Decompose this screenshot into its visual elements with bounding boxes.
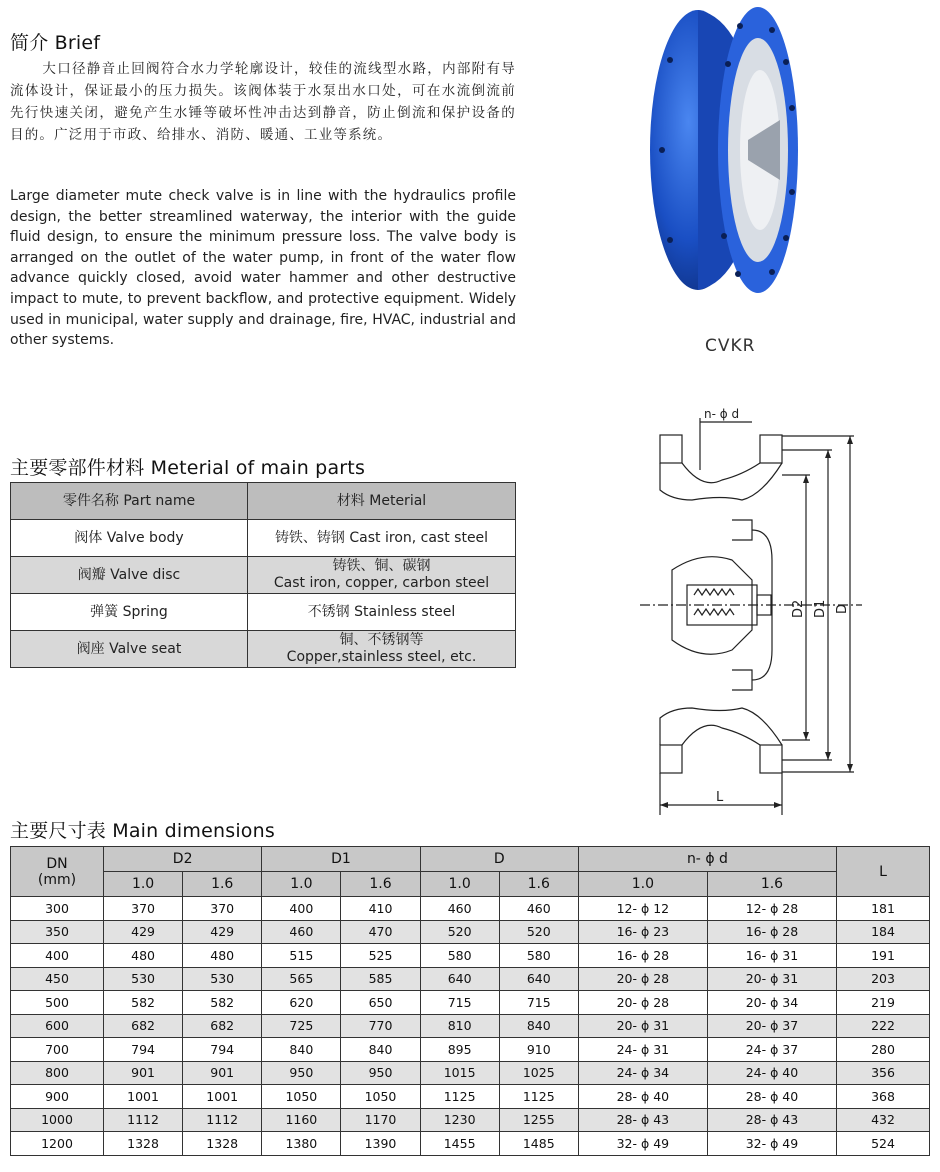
pressure-header: 1.6: [183, 872, 262, 897]
table-cell: 429: [104, 920, 183, 944]
dimensions-heading: 主要尺寸表 Main dimensions: [10, 820, 275, 842]
table-cell: 901: [183, 1061, 262, 1085]
d2-group-header: D2: [104, 847, 262, 872]
table-cell: 280: [837, 1038, 930, 1062]
table-row: [11, 1085, 930, 1109]
table-cell: 582: [104, 991, 183, 1015]
dimensions-body: [11, 897, 930, 1156]
table-cell: 24- ϕ 40: [707, 1061, 836, 1085]
table-cell: 620: [262, 991, 341, 1015]
table-cell: 725: [262, 1014, 341, 1038]
table-cell: 682: [183, 1014, 262, 1038]
dn-header: DN (mm): [11, 847, 104, 897]
table-cell: 600: [11, 1014, 104, 1038]
table-cell: 1000: [11, 1108, 104, 1132]
table-cell: 300: [11, 897, 104, 921]
table-cell: 32- ϕ 49: [578, 1132, 707, 1156]
table-cell: 432: [837, 1108, 930, 1132]
parts-heading: 主要零部件材料 Meterial of main parts: [10, 457, 366, 479]
table-cell: 1200: [11, 1132, 104, 1156]
table-cell: 910: [499, 1038, 578, 1062]
valve-section-drawing: [632, 400, 870, 820]
table-cell: 515: [262, 944, 341, 968]
table-cell: 460: [420, 897, 499, 921]
table-cell: 520: [499, 920, 578, 944]
pressure-header: 1.6: [707, 872, 836, 897]
table-cell: 181: [837, 897, 930, 921]
table-cell: 901: [104, 1061, 183, 1085]
table-cell: 1015: [420, 1061, 499, 1085]
table-cell: 12- ϕ 28: [707, 897, 836, 921]
pressure-header: 1.0: [104, 872, 183, 897]
table-cell: 20- ϕ 28: [578, 967, 707, 991]
table-cell: 770: [341, 1014, 420, 1038]
table-cell: 450: [11, 967, 104, 991]
table-row: [11, 1038, 930, 1062]
model-label: CVKR: [705, 336, 756, 356]
table-cell: 460: [262, 920, 341, 944]
part-material: 铜、不锈钢等 Copper,stainless steel, etc.: [248, 631, 516, 668]
nd-group-header: n- ϕ d: [578, 847, 836, 872]
table-cell: 370: [104, 897, 183, 921]
table-cell: 582: [183, 991, 262, 1015]
table-cell: 32- ϕ 49: [707, 1132, 836, 1156]
table-cell: 840: [499, 1014, 578, 1038]
table-cell: 895: [420, 1038, 499, 1062]
d-group-header: D: [420, 847, 578, 872]
table-cell: 16- ϕ 23: [578, 920, 707, 944]
pressure-header: 1.6: [499, 872, 578, 897]
table-cell: 16- ϕ 28: [707, 920, 836, 944]
pressure-header: 1.0: [262, 872, 341, 897]
brief-heading: 简介 Brief: [10, 32, 101, 54]
table-cell: 16- ϕ 31: [707, 944, 836, 968]
material-header: 材料 Meterial: [248, 483, 516, 520]
table-cell: 950: [341, 1061, 420, 1085]
pressure-header: 1.0: [420, 872, 499, 897]
table-cell: 580: [499, 944, 578, 968]
table-cell: 1455: [420, 1132, 499, 1156]
table-row: [11, 967, 930, 991]
table-cell: 565: [262, 967, 341, 991]
part-name-header: 零件名称 Part name: [11, 483, 248, 520]
table-cell: 1485: [499, 1132, 578, 1156]
table-cell: 24- ϕ 34: [578, 1061, 707, 1085]
table-cell: 429: [183, 920, 262, 944]
table-cell: 700: [11, 1038, 104, 1062]
table-cell: 1050: [341, 1085, 420, 1109]
dimensions-pressure-header-row: [11, 872, 930, 897]
table-cell: 28- ϕ 43: [707, 1108, 836, 1132]
table-cell: 370: [183, 897, 262, 921]
table-cell: 530: [183, 967, 262, 991]
table-cell: 794: [104, 1038, 183, 1062]
table-cell: 580: [420, 944, 499, 968]
valve-product-photo: [640, 0, 800, 305]
d1-group-header: D1: [262, 847, 420, 872]
table-cell: 585: [341, 967, 420, 991]
table-cell: 530: [104, 967, 183, 991]
brief-english-text: Large diameter mute check valve is in line with the hydraulics profile design, the better streamlined waterway, the interior with the guide fluid design, to ensure the minimum pressure loss. The valve body is arranged on the outlet of the water pump, in front of the water flow advance quickly closed, avoid water hammer and other destructive impact to mute, to prevent backflow, and protective equipment. Widely used in municipal, water supply and drainage, fire, HVAC, industrial and other systems.: [10, 188, 516, 349]
part-material: 不锈钢 Stainless steel: [248, 594, 516, 631]
table-cell: 794: [183, 1038, 262, 1062]
table-cell: 1390: [341, 1132, 420, 1156]
table-cell: 715: [499, 991, 578, 1015]
table-cell: 1255: [499, 1108, 578, 1132]
table-cell: 222: [837, 1014, 930, 1038]
dimensions-table: [10, 846, 930, 1156]
table-row: [11, 1014, 930, 1038]
parts-row: [11, 594, 516, 631]
table-cell: 840: [341, 1038, 420, 1062]
table-cell: 12- ϕ 12: [578, 897, 707, 921]
part-name: 弹簧 Spring: [11, 594, 248, 631]
table-cell: 20- ϕ 31: [707, 967, 836, 991]
parts-row: [11, 520, 516, 557]
part-material: 铸铁、铸钢 Cast iron, cast steel: [248, 520, 516, 557]
table-cell: 24- ϕ 37: [707, 1038, 836, 1062]
table-cell: 800: [11, 1061, 104, 1085]
table-cell: 1001: [183, 1085, 262, 1109]
table-cell: 810: [420, 1014, 499, 1038]
table-row: [11, 897, 930, 921]
table-cell: 480: [104, 944, 183, 968]
l-header: L: [837, 847, 930, 897]
table-cell: 650: [341, 991, 420, 1015]
parts-header-row: [11, 483, 516, 520]
table-row: [11, 1132, 930, 1156]
table-cell: 640: [499, 967, 578, 991]
table-cell: 203: [837, 967, 930, 991]
table-cell: 840: [262, 1038, 341, 1062]
table-cell: 715: [420, 991, 499, 1015]
parts-row: [11, 557, 516, 594]
part-name: 阀体 Valve body: [11, 520, 248, 557]
table-cell: 20- ϕ 28: [578, 991, 707, 1015]
table-cell: 1112: [183, 1108, 262, 1132]
table-cell: 28- ϕ 40: [707, 1085, 836, 1109]
table-row: [11, 1108, 930, 1132]
table-cell: 410: [341, 897, 420, 921]
table-cell: 20- ϕ 31: [578, 1014, 707, 1038]
brief-chinese-text: 大口径静音止回阀符合水力学轮廓设计，较佳的流线型水路，内部附有导流体设计，保证最小的压力损失。该阀体装于水泵出水口处，可在水流倒流前先行快速关闭，避免产生水锤等破坏性冲击达到静音，防止倒流和保护设备的目的。广泛用于市政、给排水、消防、暖通、工业等系统。: [10, 61, 516, 143]
d2-label: D2: [791, 599, 806, 618]
table-cell: 1380: [262, 1132, 341, 1156]
table-cell: 1328: [104, 1132, 183, 1156]
table-cell: 1112: [104, 1108, 183, 1132]
table-cell: 356: [837, 1061, 930, 1085]
table-cell: 900: [11, 1085, 104, 1109]
table-cell: 520: [420, 920, 499, 944]
table-cell: 219: [837, 991, 930, 1015]
parts-row: [11, 631, 516, 668]
table-cell: 470: [341, 920, 420, 944]
table-cell: 28- ϕ 43: [578, 1108, 707, 1132]
table-cell: 1050: [262, 1085, 341, 1109]
dimensions-group-header-row: [11, 847, 930, 872]
part-name: 阀座 Valve seat: [11, 631, 248, 668]
table-cell: 525: [341, 944, 420, 968]
n-d-label: n- ϕ d: [704, 407, 740, 421]
table-row: [11, 1061, 930, 1085]
table-cell: 1170: [341, 1108, 420, 1132]
table-cell: 20- ϕ 34: [707, 991, 836, 1015]
table-cell: 20- ϕ 37: [707, 1014, 836, 1038]
table-cell: 500: [11, 991, 104, 1015]
part-material: 铸铁、铜、碳钢 Cast iron, copper, carbon steel: [248, 557, 516, 594]
parts-table: [10, 482, 516, 668]
table-cell: 1025: [499, 1061, 578, 1085]
table-cell: 184: [837, 920, 930, 944]
table-cell: 400: [262, 897, 341, 921]
table-cell: 1001: [104, 1085, 183, 1109]
table-cell: 1160: [262, 1108, 341, 1132]
table-cell: 480: [183, 944, 262, 968]
table-cell: 16- ϕ 28: [578, 944, 707, 968]
table-cell: 682: [104, 1014, 183, 1038]
table-cell: 460: [499, 897, 578, 921]
table-cell: 1125: [420, 1085, 499, 1109]
table-cell: 28- ϕ 40: [578, 1085, 707, 1109]
table-cell: 368: [837, 1085, 930, 1109]
table-cell: 350: [11, 920, 104, 944]
table-cell: 950: [262, 1061, 341, 1085]
table-cell: 24- ϕ 31: [578, 1038, 707, 1062]
table-cell: 1230: [420, 1108, 499, 1132]
pressure-header: 1.6: [341, 872, 420, 897]
pressure-header: 1.0: [578, 872, 707, 897]
d1-label: D1: [813, 599, 828, 618]
table-cell: 640: [420, 967, 499, 991]
part-name: 阀瓣 Valve disc: [11, 557, 248, 594]
table-cell: 1328: [183, 1132, 262, 1156]
table-row: [11, 991, 930, 1015]
table-cell: 191: [837, 944, 930, 968]
d-label: D: [835, 603, 850, 614]
table-cell: 1125: [499, 1085, 578, 1109]
table-cell: 524: [837, 1132, 930, 1156]
table-row: [11, 944, 930, 968]
table-row: [11, 920, 930, 944]
l-label: L: [716, 790, 724, 805]
table-cell: 400: [11, 944, 104, 968]
